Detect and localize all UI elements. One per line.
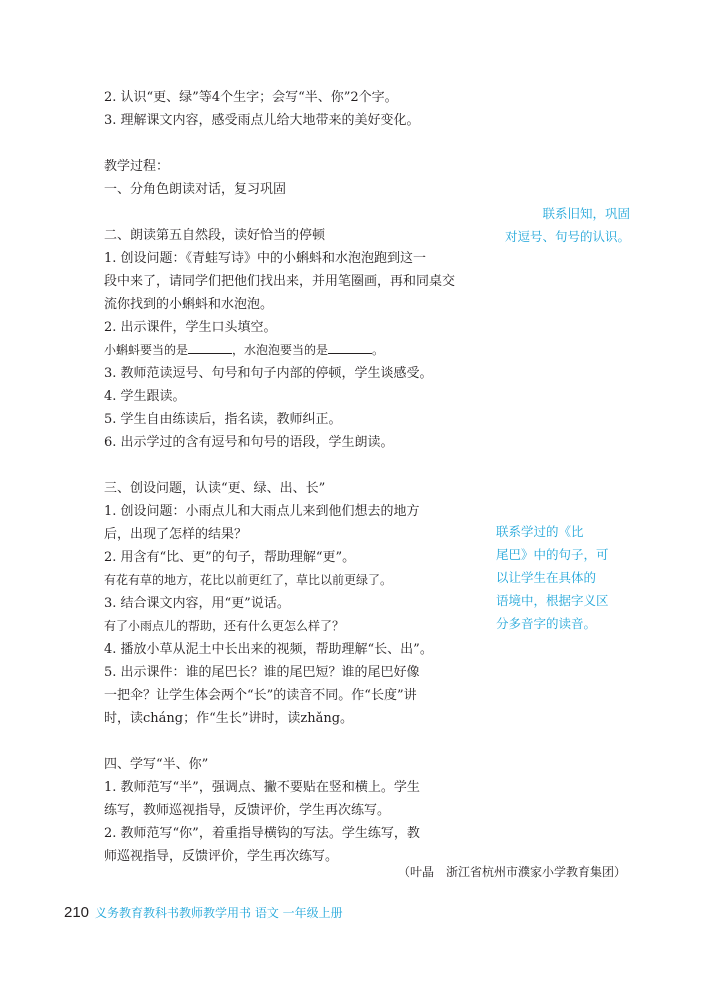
s3-step-3: 3. 结合课文内容，用“更”说话。 [104, 596, 290, 611]
fill-text-b: ，水泡泡要当的是 [232, 343, 329, 357]
note-2-line-2: 尾巴》中的句子，可 [496, 547, 609, 562]
section-4-heading: 四、学写“半、你” [104, 757, 209, 772]
note-1-line-1: 联系旧知，巩固 [542, 206, 630, 221]
main-text [104, 86, 460, 868]
s2-step-1-line-2: 段中来了，请同学们把他们找出来，并用笔圈画，再和同桌交 [104, 274, 456, 289]
author-credit: （叶晶 浙江省杭州市濮家小学教育集团） [397, 865, 626, 879]
s4-step-1-line-1: 1. 教师范写“半”，强调点、撇不要贴在竖和横上。学生 [104, 780, 420, 795]
blank-1 [188, 341, 232, 354]
s3-example-2: 有了小雨点儿的帮助，还有什么更怎么样了？ [104, 619, 345, 633]
page-footer [64, 903, 343, 923]
fill-text-a: 小蝌蚪要当的是 [104, 343, 189, 357]
page-number: 210 [64, 904, 90, 921]
margin-note-1 [496, 202, 630, 248]
s2-step-5: 5. 学生自由练读后，指名读，教师纠正。 [104, 412, 342, 427]
s2-step-2: 2. 出示课件，学生口头填空。 [104, 320, 277, 335]
s2-step-1-line-3: 流你找到的小蝌蚪和水泡泡。 [104, 297, 274, 312]
process-title: 教学过程： [104, 159, 170, 174]
s2-step-1-line-1: 1. 创设问题：《青蛙写诗》中的小蝌蚪和水泡泡跑到这一 [104, 251, 427, 266]
s3-step-5-line-3: 时，读cháng；作“生长”讲时，读zhǎng。 [104, 711, 354, 726]
s3-example-1: 有花有草的地方，花比以前更红了，草比以前更绿了。 [104, 573, 393, 587]
s3-step-2: 2. 用含有“比、更”的句子，帮助理解“更”。 [104, 550, 356, 565]
blank-2 [328, 341, 372, 354]
section-1-heading: 一、分角色朗读对话，复习巩固 [104, 182, 287, 197]
s3-step-1-line-2: 后，出现了怎样的结果？ [104, 527, 248, 542]
note-2-line-3: 以让学生在具体的 [496, 570, 597, 585]
goal-2: 2. 认识“更、绿”等4个生字；会写“半、你”2个字。 [104, 90, 398, 105]
s3-step-4: 4. 播放小草从泥土中长出来的视频，帮助理解“长、出”。 [104, 642, 433, 657]
s3-step-5-line-1: 5. 出示课件：谁的尾巴长？谁的尾巴短？谁的尾巴好像 [104, 665, 420, 680]
s4-step-2-line-1: 2. 教师范写“你”，着重指导横钩的写法。学生练写，教 [104, 826, 420, 841]
fill-in-blank-line [104, 339, 460, 362]
s3-step-1-line-1: 1. 创设问题：小雨点儿和大雨点儿来到他们想去的地方 [104, 504, 420, 519]
section-2-heading: 二、朗读第五自然段，读好恰当的停顿 [104, 228, 326, 243]
fill-text-c: 。 [372, 343, 385, 357]
goal-3: 3. 理解课文内容，感受雨点儿给大地带来的美好变化。 [104, 113, 420, 128]
note-2-line-1: 联系学过的《比 [496, 524, 584, 539]
s4-step-2-line-2: 师巡视指导，反馈评价，学生再次练写。 [104, 849, 339, 864]
s2-step-6: 6. 出示学过的含有逗号和句号的语段，学生朗读。 [104, 435, 394, 450]
section-3-heading: 三、创设问题，认读“更、绿、出、长” [104, 481, 326, 496]
note-2-line-5: 分多音字的读音。 [496, 616, 597, 631]
note-2-line-4: 语境中，根据字义区 [496, 593, 609, 608]
s2-step-4: 4. 学生跟读。 [104, 389, 186, 404]
s4-step-1-line-2: 练写，教师巡视指导，反馈评价，学生再次练写。 [104, 803, 391, 818]
book-title: 义务教育教科书教师教学用书 语文 一年级上册 [95, 906, 343, 920]
s3-step-5-line-2: 一把伞？让学生体会两个“长”的读音不同。作“长度”讲 [104, 688, 417, 703]
s2-step-3: 3. 教师范读逗号、句号和句子内部的停顿，学生谈感受。 [104, 366, 433, 381]
note-1-line-2: 对逗号、句号的认识。 [504, 229, 630, 244]
margin-note-2 [496, 520, 630, 635]
